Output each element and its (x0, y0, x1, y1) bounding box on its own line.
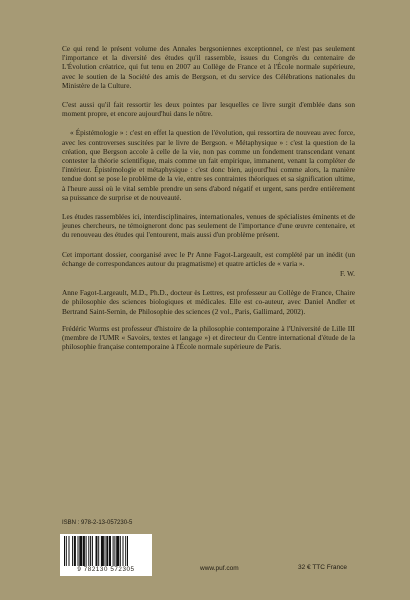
blurb-paragraph-4: Les études rassemblées ici, interdisciplinaires, internationales, venues de spécialistes éminents et de jeunes chercheurs, ne témoigneront donc pas seulement de l'importance d'une œuvre centenaire, et du renouveau des études qui l'entourent, mais aussi d'un problème présent. (62, 212, 355, 240)
barcode-bar (109, 536, 111, 566)
barcode-bar (92, 536, 93, 566)
barcode-bar (114, 536, 115, 566)
barcode-bar (123, 536, 124, 566)
barcode-bar (74, 536, 76, 566)
barcode-bar (98, 536, 99, 566)
barcode-bar (90, 536, 91, 566)
barcode-bar (113, 536, 114, 566)
barcode-bars (63, 536, 149, 566)
barcode-bar (105, 536, 106, 566)
blurb (62, 44, 355, 361)
barcode-bar (96, 536, 98, 566)
barcode-bar (78, 536, 79, 566)
barcode-bar (106, 536, 108, 566)
barcode-bar (83, 536, 85, 566)
barcode-bar (101, 536, 104, 566)
barcode (60, 534, 152, 576)
barcode-bar (79, 536, 82, 566)
author-bio-fagot-largeault: Anne Fagot-Largeault, M.D., Ph.D., docteur ès Lettres, est professeur au Collège de France, Chaire de philosophie des sciences biologiques et médicales. Elle est co-auteur, avec Daniel Andler et Bertrand Saint-Sernin, de Philosophie des sciences (2 vol., Paris, Gallimard, 2002). (62, 288, 355, 316)
price-label: 32 € TTC France (298, 564, 348, 571)
blurb-paragraph-2: C'est aussi qu'il fait ressortir les deux pointes par lesquelles ce livre surgit d'emblée dans son moment propre, et encore aujourd'hui dans le nôtre. (62, 100, 355, 119)
isbn-label: ISBN : 978-2-13-057230-5 (62, 520, 133, 526)
barcode-bar (72, 536, 73, 566)
barcode-bar (125, 536, 126, 566)
barcode-bar (127, 536, 128, 566)
signature: F. W. (339, 269, 355, 279)
barcode-bar (88, 536, 89, 566)
barcode-bar (69, 536, 70, 566)
barcode-digits: 9 782130 572305 (77, 566, 135, 573)
barcode-bar (66, 536, 67, 566)
barcode-bar (64, 536, 65, 566)
author-bio-worms: Frédéric Worms est professeur d'histoire de la philosophie contemporaine à l'Université de Lille III (membre de l'UMR « Savoirs, textes et langage ») et directeur du Centre international d'étude de la philosophie française contemporaine à l'École normale supérieure de Paris. (62, 323, 355, 352)
blurb-paragraph-3: « Épistémologie » : c'est en effet la question de l'évolution, qui ressortira de nouveau avec force, avec les controverses suscitées par le livre de Bergson. « Métaphysique » : c'est la question de la création, que Bergson accole à celle de la vie, non pas comme un fondement transcendant venant contester la théorie scientifique, mais comme un fait empirique, immanent, venant la compléter de l'intérieur. Épistémologie et métaphysique : c'est donc bien, aujourd'hui comme alors, la manière tendue dont se pose le problème de la vie, entre ses contraintes théoriques et sa signification ultime, à l'heure aussi où le vital semble prendre un sens d'abord négatif et urgent, sans perdre entièrement sa puissance de surprise et de nouveauté. (62, 128, 355, 202)
blurb-paragraph-5: Cet important dossier, coorganisé avec le Pr Anne Fagot-Largeault, est complété par un inédit (un échange de correspondances autour du pragmatisme) et quatre articles de « varia ». (62, 249, 355, 268)
barcode-bar (116, 536, 119, 566)
publisher-website: www.puf.com (200, 565, 239, 572)
barcode-bar (86, 536, 87, 566)
blurb-paragraph-1: Ce qui rend le présent volume des Annales bergsoniennes exceptionnel, ce n'est pas seulement l'importance et la diversité des études qu'il rassemble, issues du Congrès du centenaire de L'Évolution créatrice, qui fut tenu en 2007 au Collège de France et à l'École normale supérieure, avec le soutien de la Société des amis de Bergson, et du service des Célébrations nationales du Ministère de la Culture. (62, 44, 355, 90)
barcode-bar (120, 536, 121, 566)
